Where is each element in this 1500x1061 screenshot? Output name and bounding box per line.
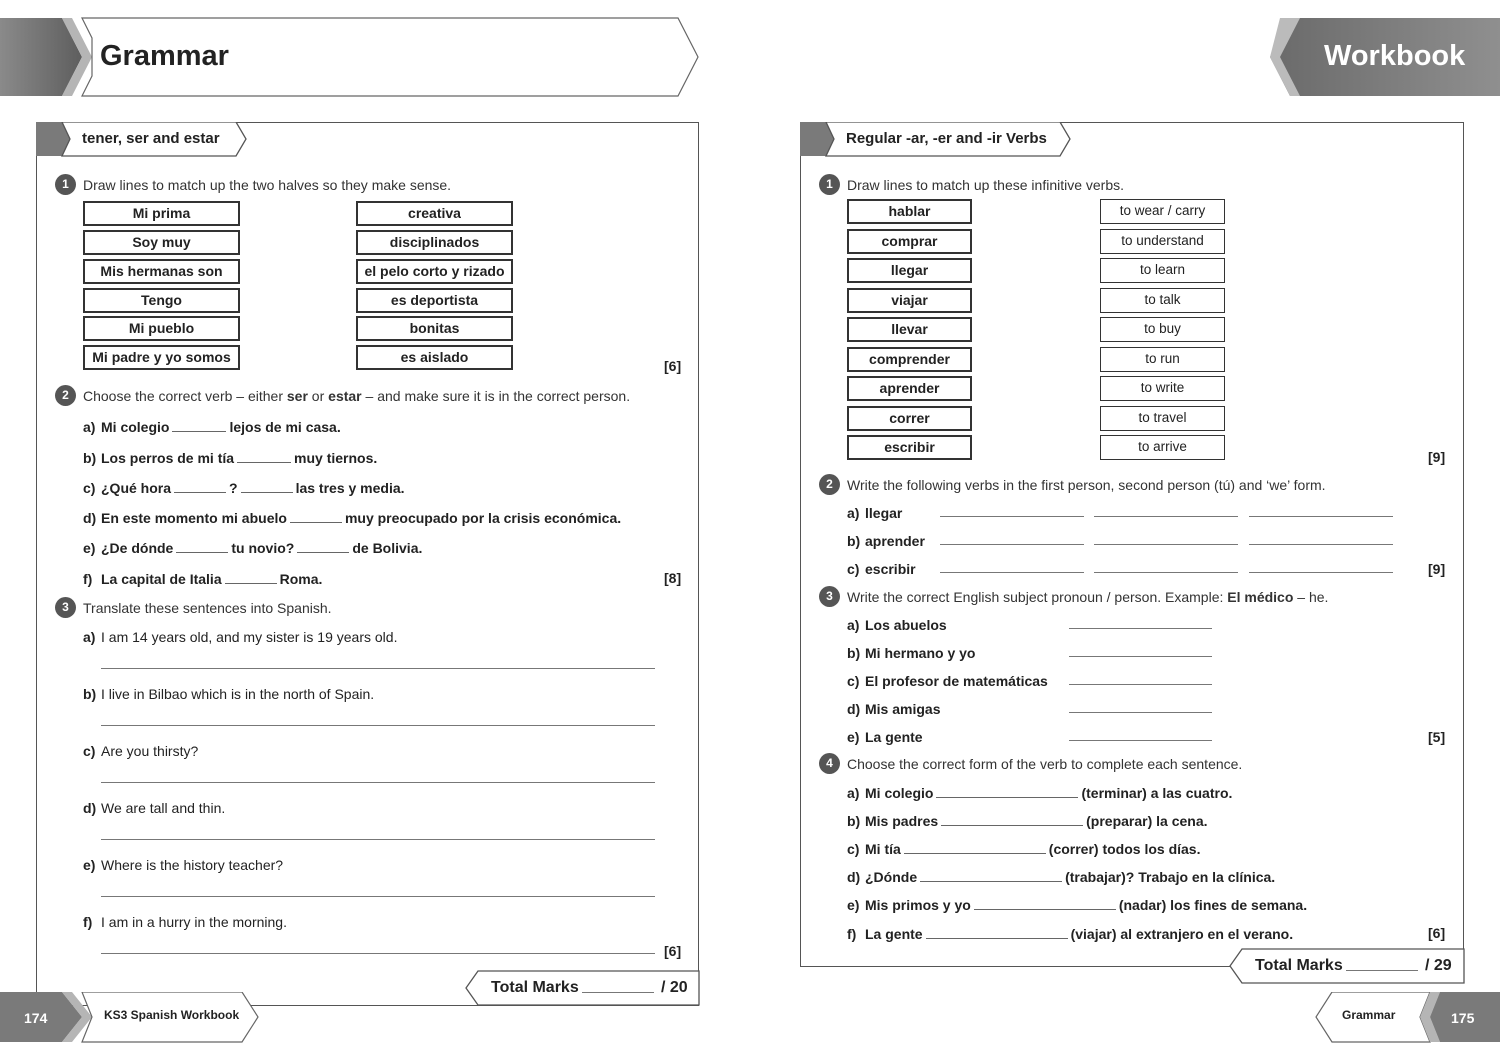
footer-book-title: KS3 Spanish Workbook bbox=[104, 1008, 240, 1022]
answer-line[interactable] bbox=[101, 896, 655, 897]
match-box-right[interactable]: to buy bbox=[1100, 317, 1225, 342]
answer-line[interactable] bbox=[1094, 544, 1238, 545]
question-number: 3 bbox=[55, 597, 76, 618]
answer-blank[interactable] bbox=[974, 896, 1116, 910]
marks-label: [5] bbox=[1428, 729, 1446, 745]
verb-item: b) aprender bbox=[847, 533, 925, 549]
answer-blank[interactable] bbox=[290, 509, 342, 523]
verb-item: c) escribir bbox=[847, 561, 916, 577]
gap-fill-item: b) Los perros de mi tía muy tiernos. bbox=[83, 450, 378, 466]
question-number: 4 bbox=[819, 753, 840, 774]
match-box-left[interactable]: Mi padre y yo somos bbox=[83, 345, 240, 370]
marks-label: [6] bbox=[1428, 925, 1446, 941]
answer-line[interactable] bbox=[101, 782, 655, 783]
match-box-left[interactable]: correr bbox=[847, 406, 972, 431]
match-box-left[interactable]: Soy muy bbox=[83, 230, 240, 255]
verb-item: a) llegar bbox=[847, 505, 903, 521]
translate-item: f) I am in a hurry in the morning. bbox=[83, 914, 287, 930]
question-instruction: Translate these sentences into Spanish. bbox=[83, 600, 332, 616]
match-box-left[interactable]: escribir bbox=[847, 435, 972, 460]
gap-fill-item: c) Mi tía (correr) todos los días. bbox=[847, 841, 1201, 857]
match-box-right[interactable]: es deportista bbox=[356, 288, 513, 313]
question-instruction: Choose the correct verb – either ser or estar – and make sure it is in the correct person. bbox=[83, 388, 631, 404]
answer-blank[interactable] bbox=[904, 840, 1046, 854]
match-box-left[interactable]: comprender bbox=[847, 347, 972, 372]
match-box-right[interactable]: to learn bbox=[1100, 258, 1225, 283]
match-box-left[interactable]: Tengo bbox=[83, 288, 240, 313]
answer-blank[interactable] bbox=[926, 925, 1068, 939]
answer-line[interactable] bbox=[1069, 656, 1212, 657]
answer-blank[interactable] bbox=[237, 449, 291, 463]
match-box-left[interactable]: Mis hermanas son bbox=[83, 259, 240, 284]
answer-line[interactable] bbox=[101, 668, 655, 669]
question-number: 3 bbox=[819, 586, 840, 607]
section-title-right: Regular -ar, -er and -ir Verbs bbox=[846, 130, 1047, 147]
pronoun-item: a) Los abuelos bbox=[847, 617, 947, 633]
translate-item: a) I am 14 years old, and my sister is 19 years old. bbox=[83, 629, 398, 645]
question-number: 1 bbox=[55, 174, 76, 195]
answer-line[interactable] bbox=[101, 953, 655, 954]
marks-label: [6] bbox=[664, 358, 682, 374]
page-number-right: 175 bbox=[1451, 1010, 1475, 1026]
answer-line[interactable] bbox=[1069, 712, 1212, 713]
total-marks-label: Total Marks bbox=[1255, 957, 1343, 974]
match-box-right[interactable]: to write bbox=[1100, 376, 1225, 401]
translate-item: b) I live in Bilbao which is in the north of Spain. bbox=[83, 686, 375, 702]
question-instruction: Write the following verbs in the first person, second person (tú) and ‘we’ form. bbox=[847, 477, 1326, 493]
gap-fill-item: e) ¿De dónde tu novio? de Bolivia. bbox=[83, 540, 423, 556]
answer-line[interactable] bbox=[1249, 544, 1393, 545]
question-instruction: Write the correct English subject pronoun / person. Example: El médico – he. bbox=[847, 589, 1329, 605]
match-box-left[interactable]: aprender bbox=[847, 376, 972, 401]
answer-line[interactable] bbox=[940, 516, 1084, 517]
match-box-left[interactable]: viajar bbox=[847, 288, 972, 313]
match-box-left[interactable]: llevar bbox=[847, 317, 972, 342]
answer-blank[interactable] bbox=[176, 539, 228, 553]
total-marks-value: / 29 bbox=[1425, 957, 1452, 974]
match-box-right[interactable]: disciplinados bbox=[356, 230, 513, 255]
answer-line[interactable] bbox=[1249, 516, 1393, 517]
match-box-right[interactable]: to run bbox=[1100, 347, 1225, 372]
gap-fill-item: d) En este momento mi abuelo muy preocupado por la crisis económica. bbox=[83, 510, 622, 526]
answer-blank[interactable] bbox=[941, 812, 1083, 826]
gap-fill-item: e) Mis primos y yo (nadar) los fines de semana. bbox=[847, 897, 1308, 913]
question-instruction: Choose the correct form of the verb to complete each sentence. bbox=[847, 756, 1243, 772]
marks-label: [6] bbox=[664, 943, 682, 959]
question-number: 2 bbox=[55, 385, 76, 406]
answer-blank[interactable] bbox=[172, 418, 226, 432]
match-box-left[interactable]: Mi prima bbox=[83, 201, 240, 226]
match-box-left[interactable]: comprar bbox=[847, 229, 972, 254]
answer-line[interactable] bbox=[101, 839, 655, 840]
answer-line[interactable] bbox=[1069, 684, 1212, 685]
match-box-right[interactable]: bonitas bbox=[356, 316, 513, 341]
answer-line[interactable] bbox=[940, 572, 1084, 573]
answer-blank[interactable] bbox=[241, 479, 293, 493]
marks-label: [9] bbox=[1428, 561, 1446, 577]
translate-item: c) Are you thirsty? bbox=[83, 743, 199, 759]
match-box-right[interactable]: to arrive bbox=[1100, 435, 1225, 460]
answer-blank[interactable] bbox=[936, 784, 1078, 798]
total-marks-value: / 20 bbox=[661, 979, 688, 996]
answer-line[interactable] bbox=[1249, 572, 1393, 573]
page-number-left: 174 bbox=[24, 1010, 48, 1026]
page-title-right: Workbook bbox=[1324, 40, 1466, 72]
question-instruction: Draw lines to match up these infinitive verbs. bbox=[847, 177, 1125, 193]
gap-fill-item: f) La capital de Italia Roma. bbox=[83, 571, 323, 587]
answer-line[interactable] bbox=[1094, 516, 1238, 517]
answer-blank[interactable] bbox=[920, 868, 1062, 882]
question-number: 2 bbox=[819, 474, 840, 495]
pronoun-item: c) El profesor de matemáticas bbox=[847, 673, 1048, 689]
match-box-left[interactable]: llegar bbox=[847, 258, 972, 283]
gap-fill-item: b) Mis padres (preparar) la cena. bbox=[847, 813, 1208, 829]
footer-section-title: Grammar bbox=[1342, 1008, 1396, 1022]
pronoun-item: d) Mis amigas bbox=[847, 701, 941, 717]
match-box-right[interactable]: to wear / carry bbox=[1100, 199, 1225, 224]
match-box-right[interactable]: es aislado bbox=[356, 345, 513, 370]
gap-fill-item: c) ¿Qué hora ? las tres y media. bbox=[83, 480, 405, 496]
match-box-right[interactable]: to talk bbox=[1100, 288, 1225, 313]
answer-blank[interactable] bbox=[174, 479, 226, 493]
gap-fill-item: f) La gente (viajar) al extranjero en el verano. bbox=[847, 926, 1294, 942]
marks-label: [9] bbox=[1428, 449, 1446, 465]
pronoun-item: e) La gente bbox=[847, 729, 923, 745]
match-box-right[interactable]: to understand bbox=[1100, 229, 1225, 254]
match-box-right[interactable]: el pelo corto y rizado bbox=[356, 259, 513, 284]
match-box-left[interactable]: hablar bbox=[847, 199, 972, 224]
answer-line[interactable] bbox=[101, 725, 655, 726]
answer-line[interactable] bbox=[1094, 572, 1238, 573]
answer-line[interactable] bbox=[1069, 740, 1212, 741]
total-marks-blank[interactable] bbox=[582, 992, 654, 993]
question-number: 1 bbox=[819, 174, 840, 195]
answer-line[interactable] bbox=[940, 544, 1084, 545]
marks-label: [8] bbox=[664, 570, 682, 586]
match-box-left[interactable]: Mi pueblo bbox=[83, 316, 240, 341]
pronoun-item: b) Mi hermano y yo bbox=[847, 645, 976, 661]
gap-fill-item: d) ¿Dónde (trabajar)? Trabajo en la clínica. bbox=[847, 869, 1276, 885]
question-instruction: Draw lines to match up the two halves so they make sense. bbox=[83, 177, 452, 193]
total-marks-label: Total Marks bbox=[491, 979, 579, 996]
gap-fill-item: a) Mi colegio (terminar) a las cuatro. bbox=[847, 785, 1233, 801]
answer-blank[interactable] bbox=[297, 539, 349, 553]
gap-fill-item: a) Mi colegio lejos de mi casa. bbox=[83, 419, 341, 435]
section-title-left: tener, ser and estar bbox=[82, 130, 220, 147]
match-box-right[interactable]: to travel bbox=[1100, 406, 1225, 431]
page-title-left: Grammar bbox=[100, 40, 229, 72]
answer-line[interactable] bbox=[1069, 628, 1212, 629]
translate-item: d) We are tall and thin. bbox=[83, 800, 226, 816]
answer-blank[interactable] bbox=[225, 570, 277, 584]
total-marks-blank[interactable] bbox=[1346, 970, 1418, 971]
translate-item: e) Where is the history teacher? bbox=[83, 857, 284, 873]
match-box-right[interactable]: creativa bbox=[356, 201, 513, 226]
